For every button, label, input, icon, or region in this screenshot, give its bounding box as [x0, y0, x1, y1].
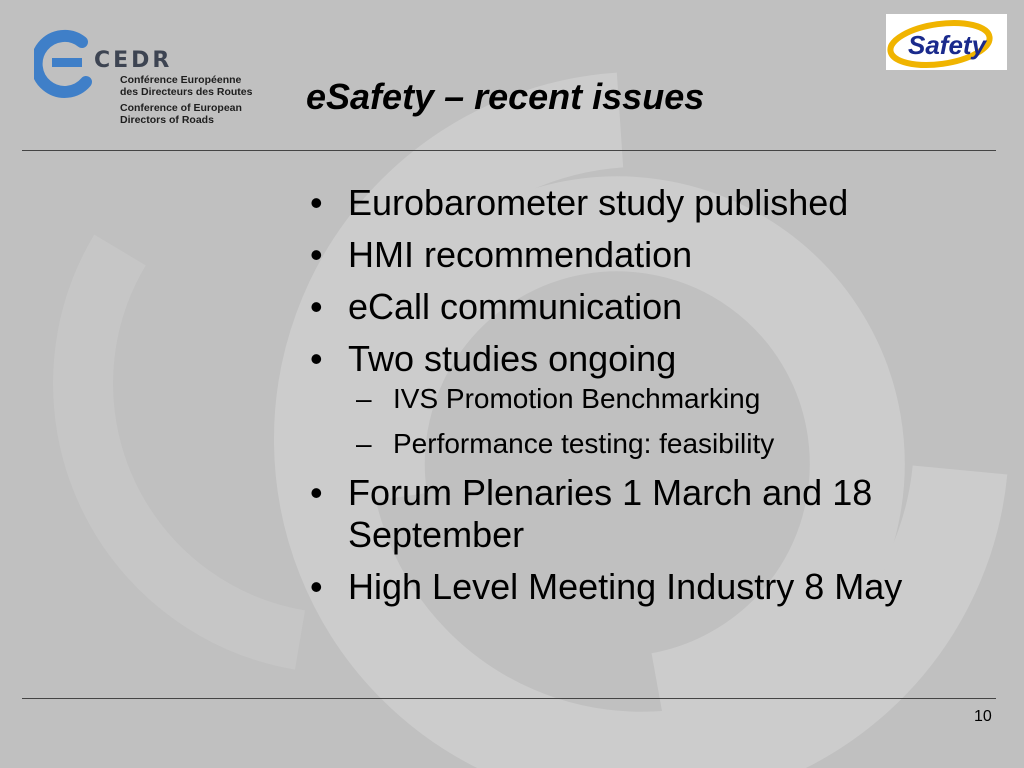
bullet-item — [308, 286, 988, 328]
cedr-name-fr-line2: des Directeurs des Routes — [120, 86, 253, 98]
bullet-item — [308, 234, 988, 276]
sub-bullet-list — [348, 382, 988, 461]
bullet-marker: • — [310, 472, 323, 513]
esafety-badge — [886, 14, 1007, 70]
sub-bullet-marker: – — [356, 383, 372, 414]
sub-bullet-marker: – — [356, 428, 372, 459]
cedr-logo — [30, 22, 270, 132]
bullet-text: High Level Meeting Industry 8 May — [348, 566, 903, 607]
page-number: 10 — [974, 708, 992, 725]
cedr-name-en-line1: Conference of European — [120, 102, 242, 114]
bullet-list — [308, 182, 988, 618]
bullet-marker: • — [310, 338, 323, 379]
esafety-logo-icon — [886, 14, 1007, 70]
sub-bullet-item — [348, 427, 988, 461]
bullet-item — [308, 566, 988, 608]
bullet-marker: • — [310, 234, 323, 275]
bullet-text: eCall communication — [348, 286, 683, 327]
slide-title: eSafety – recent issues — [306, 76, 705, 117]
footer-divider — [22, 698, 996, 699]
bullet-text: Two studies ongoing — [348, 338, 677, 379]
bullet-item — [308, 338, 988, 461]
cedr-name-en-line2: Directors of Roads — [120, 114, 214, 126]
bullet-item — [308, 182, 988, 224]
bullet-text: Eurobarometer study published — [348, 182, 849, 223]
cedr-name-fr-line1: Conférence Européenne — [120, 74, 242, 86]
bullet-text: HMI recommendation — [348, 234, 693, 275]
bullet-item — [308, 472, 988, 556]
header-divider — [22, 150, 996, 151]
bullet-marker: • — [310, 182, 323, 223]
bullet-marker: • — [310, 566, 323, 607]
sub-bullet-text: IVS Promotion Benchmarking — [393, 383, 761, 414]
cedr-wordmark: CEDR — [94, 48, 173, 73]
cedr-e-mark-icon — [34, 26, 98, 98]
bullet-marker: • — [310, 286, 323, 327]
sub-bullet-item — [348, 382, 988, 416]
esafety-logo-text: Safety — [908, 30, 987, 60]
bullet-text: Forum Plenaries 1 March and 18 September — [348, 472, 873, 555]
sub-bullet-text: Performance testing: feasibility — [393, 428, 775, 459]
